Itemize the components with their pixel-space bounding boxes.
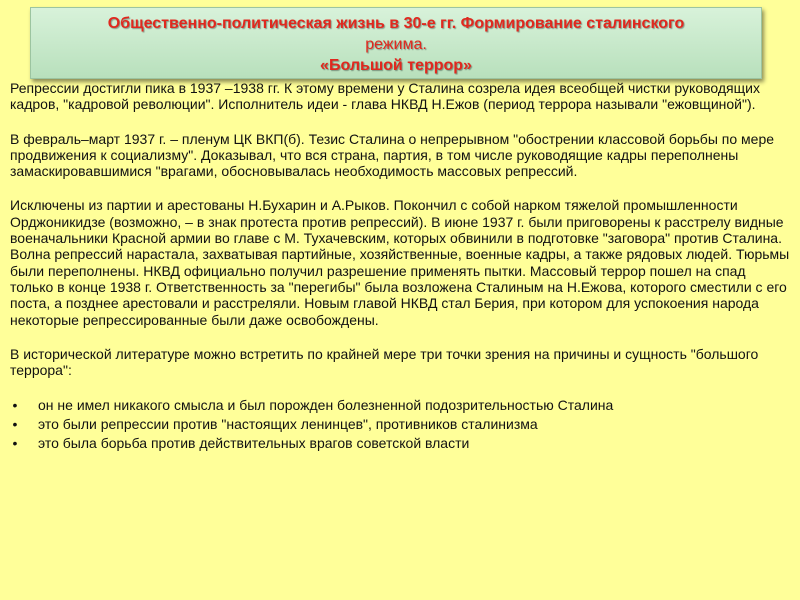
title-line-1: Общественно-политическая жизнь в 30-е гг. Формирование сталинского	[107, 15, 685, 32]
bullet-text: он не имел никакого смысла и был порожден болезненной подозрительностью Сталина	[38, 397, 614, 414]
paragraph-4: В исторической литературе можно встретить по крайней мере три точки зрения на причины и сущность "большого террора":	[10, 345, 759, 379]
bullet-text: это была борьба против действительных врагов советской власти	[38, 435, 470, 452]
paragraph-3: Исключены из партии и арестованы Н.Бухарин и А.Рыков. Покончил с собой нарком тяжелой промышленности Орджоникидзе (возможно, – в знак протеста против репрессий). В июне 1937 г. были приговорены к расстрелу видные военачальники Красной армии во главе с М. Тухачевским, которых обвинили в подготовке "заговора" против Сталина. Волна репрессий нарастала, захватывая партийные, хозяйственные, военные кадры, а также рядовых людей. Тюрьмы были переполнены. НКВД официально получил разрешение применять пытки. Массовый террор пошел на спад только в конце 1938 г. Ответственность за "перегибы" была возложена Сталиным на Н.Ежова, которого сместили с его поста, а позднее арестовали и расстреляли. Новым главой НКВД стал Берия, при котором для успокоения народа некоторые репрессированные были даже освобождены.	[10, 197, 790, 328]
title-box	[30, 7, 762, 79]
content-body	[10, 80, 790, 453]
bullet-list	[10, 396, 790, 453]
title-line-2: режима.	[365, 36, 427, 53]
bullet-item	[10, 434, 790, 453]
bullet-dot-icon: •	[12, 397, 18, 414]
bullet-item	[10, 415, 790, 434]
bullet-dot-icon: •	[12, 435, 18, 452]
paragraph-2: В февраль–март 1937 г. – пленум ЦК ВКП(б). Тезис Сталина о непрерывном "обострении классовой борьбы по мере продвижения к социализму". Доказывал, что вся страна, партия, в том числе руководящие кадры переполнены замаскировавшимися "врагами, обосновывалась необходимость массовых репрессий.	[10, 130, 775, 180]
bullet-text: это были репрессии против "настоящих ленинцев", противников сталинизма	[38, 416, 538, 433]
bullet-dot-icon: •	[12, 416, 18, 433]
title-line-3: «Большой террор»	[320, 57, 472, 74]
paragraph-1: Репрессии достигли пика в 1937 –1938 гг. К этому времени у Сталина созрела идея всеобщей чистки руководящих кадров, "кадровой революции". Исполнитель идеи - глава НКВД Н.Ежов (период террора называли "ежовщиной").	[10, 80, 760, 113]
bullet-item	[10, 396, 790, 415]
